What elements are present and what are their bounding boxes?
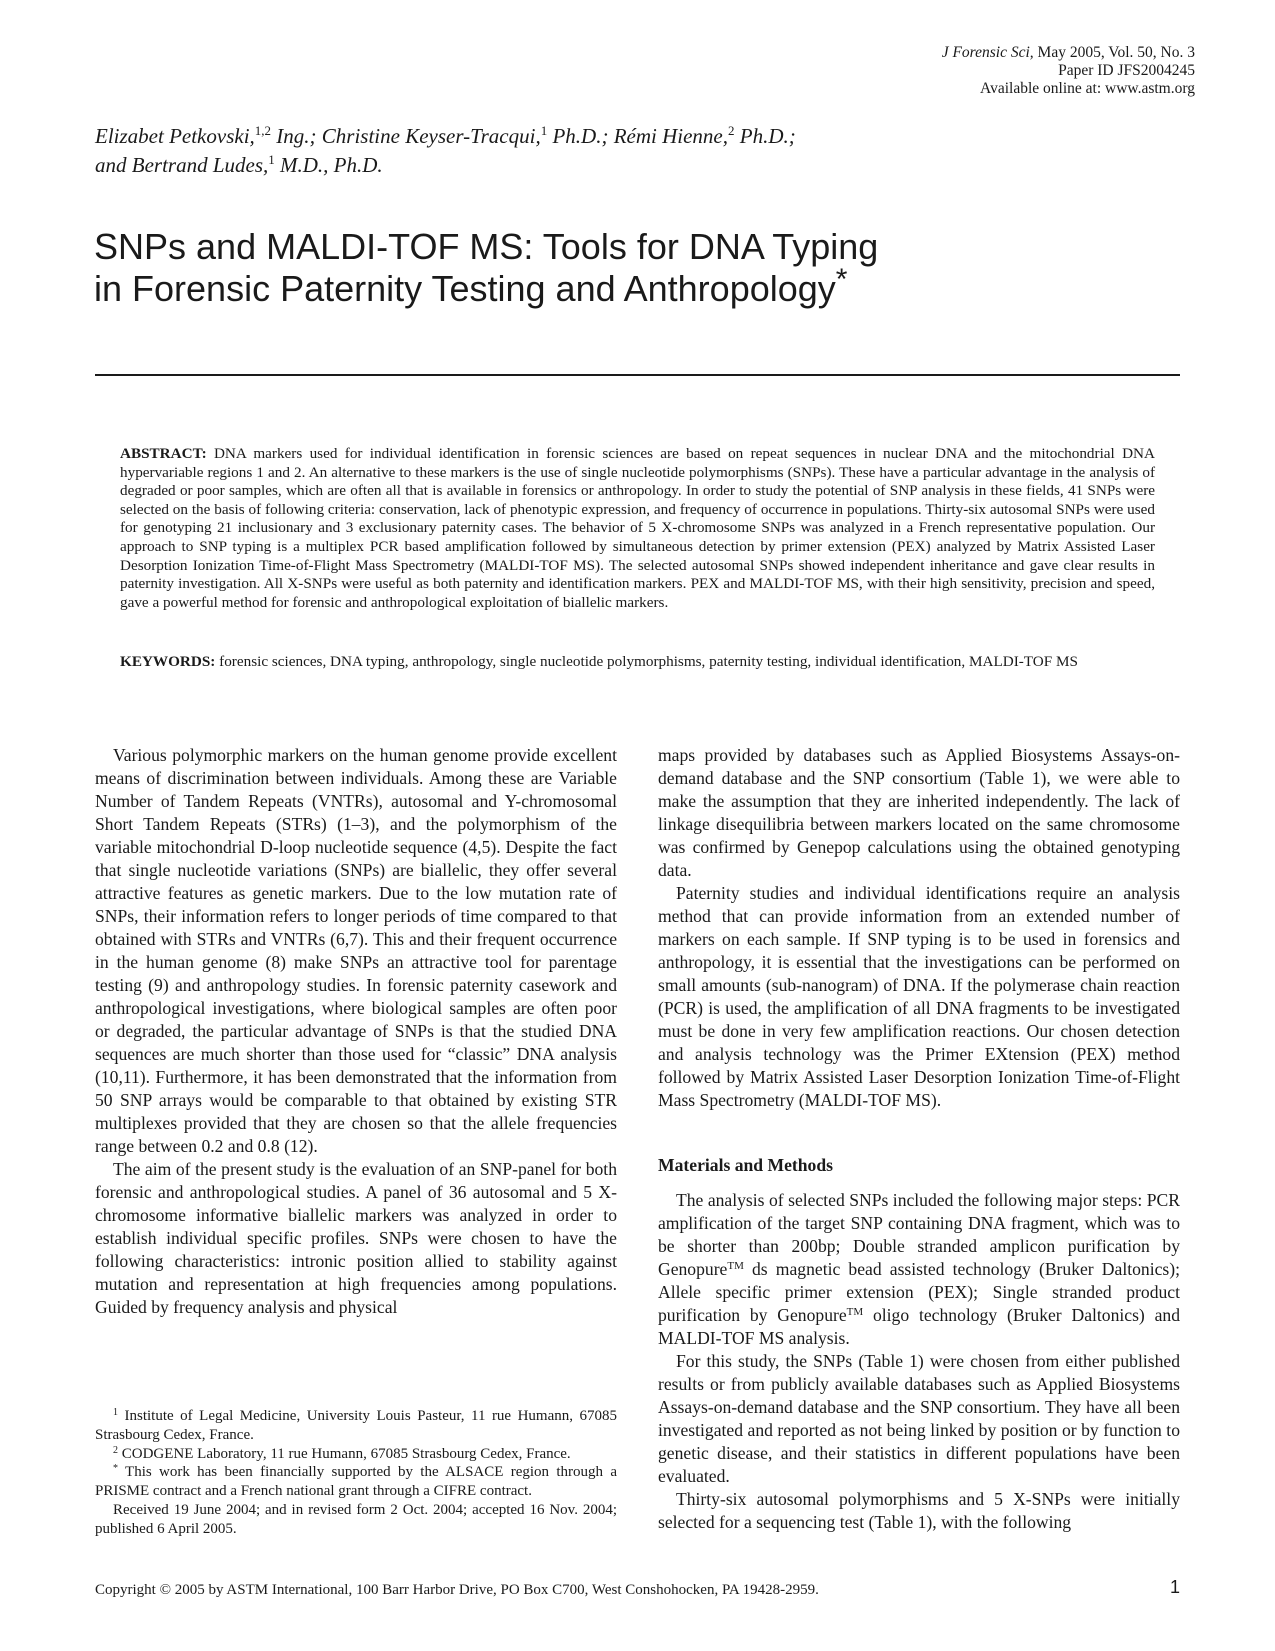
footnote [95, 1463, 617, 1501]
keywords-label: KEYWORDS: [120, 653, 216, 670]
abstract [120, 445, 1155, 612]
body-column-right [658, 744, 1180, 1534]
paragraph [658, 1189, 1180, 1350]
footnote-text: CODGENE Laboratory, 11 rue Humann, 67085 Strasbourg Cedex, France. [118, 1445, 571, 1462]
footnote-mark: 1 [113, 1407, 118, 1418]
footnote-text: This work has been financially supported by the ALSACE region through a PRISME contract and a French national grant through a CIFRE contract. [95, 1464, 617, 1500]
trademark-mark: TM [727, 1260, 744, 1272]
body-column-left [95, 744, 617, 1319]
paragraph: Paternity studies and individual identifications require an analysis method that can provide information from an extended number of markers on each sample. If SNP typing is to be used in forensics and anthropology, it is essential that the investigations can be performed on small amounts (sub-nanogram) of DNA. If the polymerase chain reaction (PCR) is used, the amplification of all DNA fragments to be investigated must be done in very few amplification reactions. Our chosen detection and analysis technology was the Primer EXtension (PEX) method followed by Matrix Assisted Laser Desorption Ionization Time-of-Flight Mass Spectrometry (MALDI-TOF MS). [658, 883, 1180, 1110]
trademark-mark: TM [846, 1306, 864, 1318]
paragraph-text: The analysis of selected SNPs included the following major steps: PCR amplification of the target SNP containing DNA fragment, which was to be shorter than 200bp; Double stranded amplicon purification by Genopure [658, 1190, 1180, 1279]
footnote-mark: 2 [113, 1444, 118, 1456]
copyright-notice: Copyright © 2005 by ASTM International, 100 Barr Harbor Drive, PO Box C700, West Conshohocken, PA 19428-2959. [95, 1582, 819, 1598]
author-name: Christine Keyser-Tracqui, [321, 124, 541, 148]
author-degree: Ing.; [271, 124, 322, 148]
paper-id: Paper ID JFS2004245 [1058, 62, 1195, 79]
journal-issue: May 2005, Vol. 50, No. 3 [1033, 44, 1195, 61]
footnotes [95, 1407, 617, 1539]
abstract-label: ABSTRACT: [120, 445, 207, 462]
author-name: Rémi Hienne, [613, 124, 728, 148]
footnote-mark: * [113, 1463, 118, 1475]
paragraph-text: ds magnetic bead assisted technology (Bruker Daltonics); Allele specific primer extension (PEX); Single stranded product purification by Genopure [658, 1259, 1180, 1325]
author-degree: Ph.D.; [734, 124, 796, 148]
author-name: and Bertrand Ludes, [95, 153, 269, 177]
paragraph: Various polymorphic markers on the human genome provide excellent means of discrimination between individuals. Among these are Variable Number of Tandem Repeats (VNTRs), autosomal and Y-chromosomal Short Tandem Repeats (STRs) (1–3), and the polymorphism of the variable mitochondrial D-loop nucleotide sequence (4,5). Despite the fact that single nucleotide variations (SNPs) are biallelic, they offer several attractive features as genetic markers. Due to the low mutation rate of SNPs, their information refers to longer periods of time compared to that obtained with STRs and VNTRs (6,7). This and their frequent occurrence in the human genome (8) make SNPs an attractive tool for parentage testing (9) and anthropology studies. In forensic paternity casework and anthropological investigations, where biological samples are often poor or degraded, the particular advantage of SNPs is that the studied DNA sequences are much shorter than those used for “classic” DNA analysis (10,11). Furthermore, it has been demonstrated that the information from 50 SNP arrays would be comparable to that obtained by existing STR multiplexes provided that they are chosen so that the allele frequencies range between 0.2 and 0.8 (12). [95, 745, 617, 1156]
journal-header [942, 44, 1195, 98]
title-line: SNPs and MALDI-TOF MS: Tools for DNA Typing [94, 226, 879, 267]
keywords-text: forensic sciences, DNA typing, anthropology, single nucleotide polymorphisms, paternity testing, individual identification, MALDI-TOF MS [215, 653, 1078, 670]
paragraph: Thirty-six autosomal polymorphisms and 5 X-SNPs were initially selected for a sequencing test (Table 1), with the following [658, 1489, 1180, 1532]
paragraph: For this study, the SNPs (Table 1) were chosen from either published results or from publicly available databases such as Applied Biosystems Assays-on-demand database and the SNP consortium. They have all been investigated and reported as not being linked by position or by function to genetic disease, and their statistics in different populations have been evaluated. [658, 1351, 1180, 1486]
title-line: in Forensic Paternity Testing and Anthropology [94, 268, 836, 309]
keywords [120, 653, 1155, 672]
online-availability: Available online at: www.astm.org [980, 80, 1195, 97]
paper-title [94, 226, 994, 310]
paragraph: The aim of the present study is the evaluation of an SNP-panel for both forensic and anthropological studies. A panel of 36 autosomal and 5 X-chromosome informative biallelic markers was analyzed in order to establish individual specific profiles. SNPs were chosen to have the following characteristics: intronic position allied to stability against mutation and representation at high frequencies among populations. Guided by frequency analysis and physical [95, 1159, 617, 1317]
paragraph: maps provided by databases such as Applied Biosystems Assays-on-demand database and the SNP consortium (Table 1), we were able to make the assumption that they are inherited independently. The lack of linkage disequilibria between markers located on the same chromosome was confirmed by Genepop calculations using the obtained genotyping data. [658, 745, 1180, 880]
author-list [95, 122, 975, 180]
page-number: 1 [1169, 1577, 1180, 1597]
paragraph-text: oligo technology (Bruker Daltonics) and MALDI-TOF MS analysis. [658, 1305, 1180, 1348]
footnote [95, 1445, 617, 1464]
affiliation-mark: 1,2 [254, 123, 272, 138]
footnote [95, 1407, 617, 1445]
footnote-text: Institute of Legal Medicine, University Louis Pasteur, 11 rue Humann, 67085 Strasbourg Cedex, France. [95, 1408, 617, 1443]
section-heading: Materials and Methods [658, 1155, 833, 1175]
affiliation-mark: 1 [540, 123, 548, 138]
author-name: Elizabet Petkovski, [95, 124, 255, 148]
author-degree: Ph.D.; [547, 124, 614, 148]
affiliation-mark: 1 [268, 152, 275, 167]
journal-citation [942, 44, 1195, 62]
abstract-text: DNA markers used for individual identification in forensic sciences are based on repeat sequences in nuclear DNA and the mitochondrial DNA hypervariable regions 1 and 2. An alternative to these markers is the use of single nucleotide polymorphisms (SNPs). These have a particular advantage in the analysis of degraded or poor samples, which are often all that is available in forensics or anthropology. In order to study the potential of SNP analysis in these fields, 41 SNPs were selected on the basis of following criteria: conservation, lack of phenotypic expression, and frequency of occurrence in populations. Thirty-six autosomal SNPs were used for genotyping 21 inclusionary and 3 exclusionary paternity cases. The behavior of 5 X-chromosome SNPs was analyzed in a French representative population. Our approach to SNP typing is a multiplex PCR based amplification followed by simultaneous detection by primer extension (PEX) analyzed by Matrix Assisted Laser Desorption Ionization Time-of-Flight Mass Spectrometry (MALDI-TOF MS). The selected autosomal SNPs showed independent inheritance and gave clear results in paternity investigation. All X-SNPs were useful as both paternity and identification markers. PEX and MALDI-TOF MS, with their high sensitivity, precision and speed, gave a powerful method for forensic and anthropological exploitation of biallelic markers. [120, 445, 1155, 611]
author-degree: M.D., Ph.D. [274, 153, 383, 177]
received-dates: Received 19 June 2004; and in revised form 2 Oct. 2004; accepted 16 Nov. 2004; published 6 April 2005. [95, 1501, 617, 1537]
title-footnote-mark: * [835, 263, 848, 296]
journal-name: J Forensic Sci, [941, 44, 1034, 61]
affiliation-mark: 2 [728, 123, 735, 138]
title-divider [95, 374, 1180, 376]
